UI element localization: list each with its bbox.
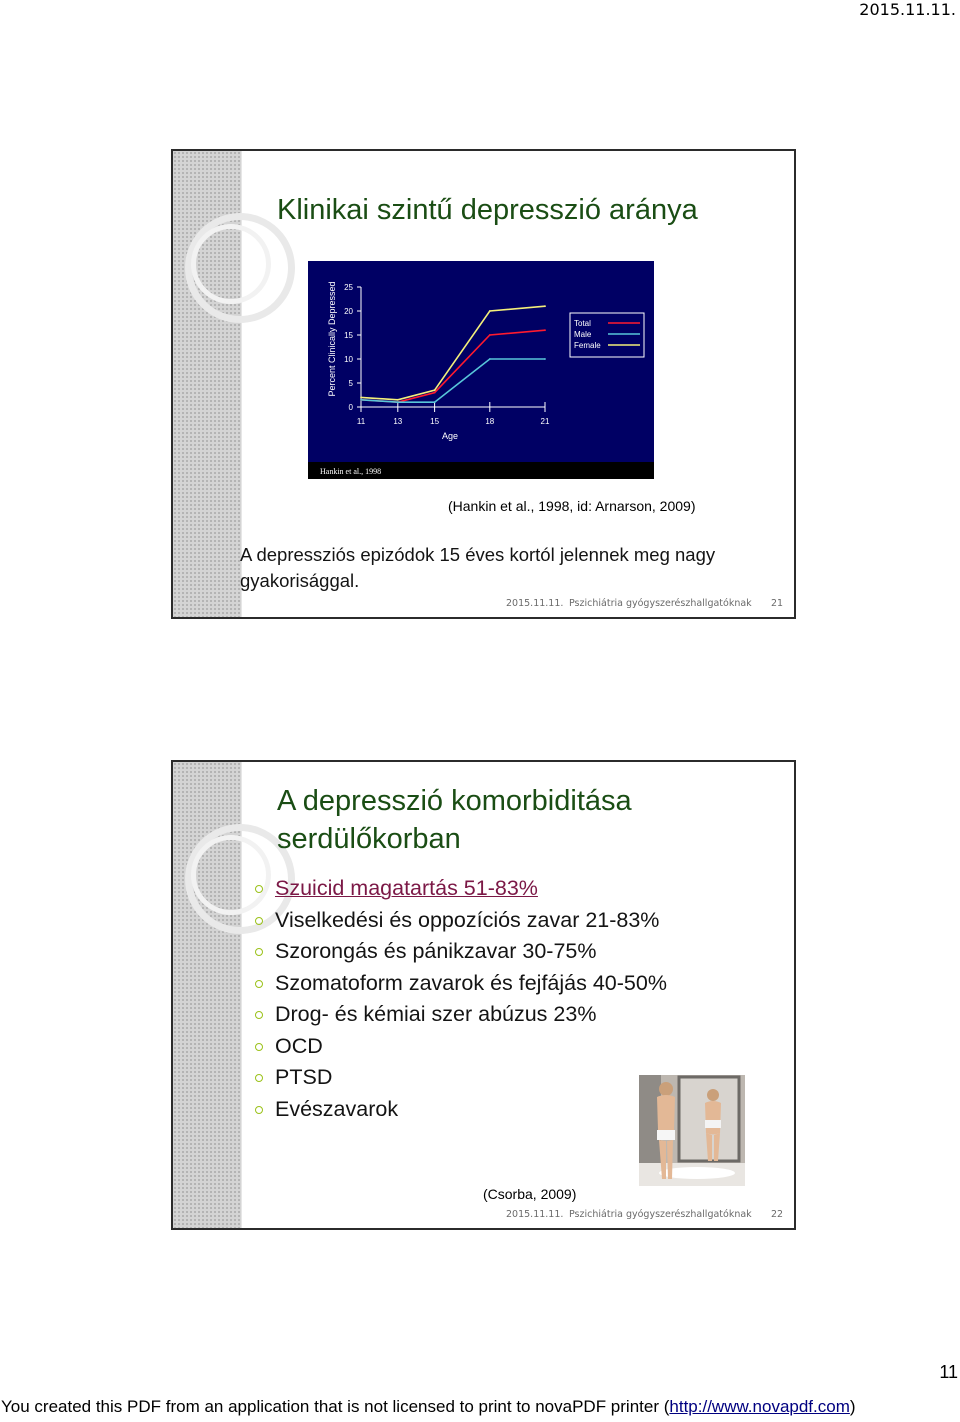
- data-point-male: [434, 401, 436, 403]
- y-tick-label: 0: [348, 403, 353, 412]
- data-point-total: [434, 392, 436, 394]
- citation: (Hankin et al., 1998, id: Arnarson, 2009): [448, 498, 696, 514]
- footer-text: Pszichiátria gyógyszerészhallgatóknak: [569, 1209, 752, 1220]
- legend-label-total: Total: [574, 319, 591, 328]
- data-point-female: [397, 399, 399, 401]
- depression-chart: [308, 261, 654, 479]
- list-item: Szomatoform zavarok és fejfájás 40-50%: [253, 968, 667, 1000]
- data-point-female: [360, 397, 362, 399]
- decorative-swirl: [191, 224, 271, 304]
- slide-title: [277, 782, 632, 858]
- list-item: Szorongás és pánikzavar 30-75%: [253, 936, 667, 968]
- list-item-link[interactable]: Szuicid magatartás 51-83%: [253, 873, 667, 905]
- chart-credit: Hankin et al., 1998: [320, 467, 382, 476]
- slide-number: 21: [771, 598, 784, 609]
- data-point-female: [544, 305, 546, 307]
- comorbidity-list: [253, 873, 667, 1125]
- y-tick-label: 20: [344, 307, 353, 316]
- banner-link[interactable]: http://www.novapdf.com: [669, 1397, 850, 1416]
- series-line-male: [361, 359, 545, 402]
- slide-number: 22: [771, 1209, 784, 1220]
- series-line-total: [361, 330, 545, 402]
- footer-date: 2015.11.11.: [506, 1209, 564, 1220]
- legend-label-female: Female: [574, 341, 601, 350]
- list-item: OCD: [253, 1031, 667, 1063]
- banner-text-end: ): [849, 1397, 856, 1416]
- page-date: 2015.11.11.: [859, 0, 956, 19]
- data-point-female: [434, 389, 436, 391]
- data-point-male: [544, 358, 546, 360]
- y-tick-label: 5: [348, 379, 353, 388]
- data-point-male: [397, 401, 399, 403]
- data-point-female: [489, 310, 491, 312]
- banner-text: You created this PDF from an application that is not licensed to print to novaPDF printer (: [1, 1397, 670, 1416]
- y-tick-label: 10: [344, 355, 353, 364]
- y-tick-label: 15: [344, 331, 353, 340]
- data-point-male: [360, 399, 362, 401]
- x-tick-label: 21: [540, 417, 550, 426]
- chart-ylabel: Percent Clinically Depressed: [327, 281, 337, 397]
- series-line-female: [361, 306, 545, 400]
- x-tick-label: 13: [393, 417, 403, 426]
- x-tick-label: 15: [430, 417, 440, 426]
- list-item: PTSD: [253, 1062, 667, 1094]
- page-number: 11: [939, 1362, 958, 1382]
- chart-svg: [308, 261, 654, 479]
- slide-title-line-1: A depresszió komorbiditása: [277, 785, 632, 817]
- slide-22: [171, 760, 796, 1230]
- list-item: Evészavarok: [253, 1094, 667, 1126]
- x-tick-label: 18: [485, 417, 495, 426]
- slide-title-line-2: serdülőkorban: [277, 823, 461, 855]
- footer-date: 2015.11.11.: [506, 598, 564, 609]
- slide-body-text: A depressziós epizódok 15 éves kortól jelennek meg nagy gyakorisággal.: [240, 544, 716, 591]
- mirror-photo: [639, 1075, 745, 1186]
- slide-footer: [173, 598, 794, 610]
- novapdf-banner: [0, 1397, 960, 1419]
- x-tick-label: 11: [356, 417, 366, 426]
- data-point-male: [489, 358, 491, 360]
- list-item: Drog- és kémiai szer abúzus 23%: [253, 999, 667, 1031]
- y-tick-label: 25: [344, 283, 353, 292]
- chart-xlabel: Age: [441, 431, 459, 441]
- list-item: Viselkedési és oppozíciós zavar 21-83%: [253, 905, 667, 937]
- legend-label-male: Male: [574, 330, 592, 339]
- footer-text: Pszichiátria gyógyszerészhallgatóknak: [569, 598, 752, 609]
- slide-footer: [173, 1209, 794, 1221]
- data-point-total: [489, 334, 491, 336]
- data-point-total: [544, 329, 546, 331]
- slide-21: [171, 149, 796, 619]
- mirror-photo-image: [639, 1075, 745, 1186]
- slide-title: Klinikai szintű depresszió aránya: [277, 194, 698, 226]
- citation: (Csorba, 2009): [483, 1186, 577, 1202]
